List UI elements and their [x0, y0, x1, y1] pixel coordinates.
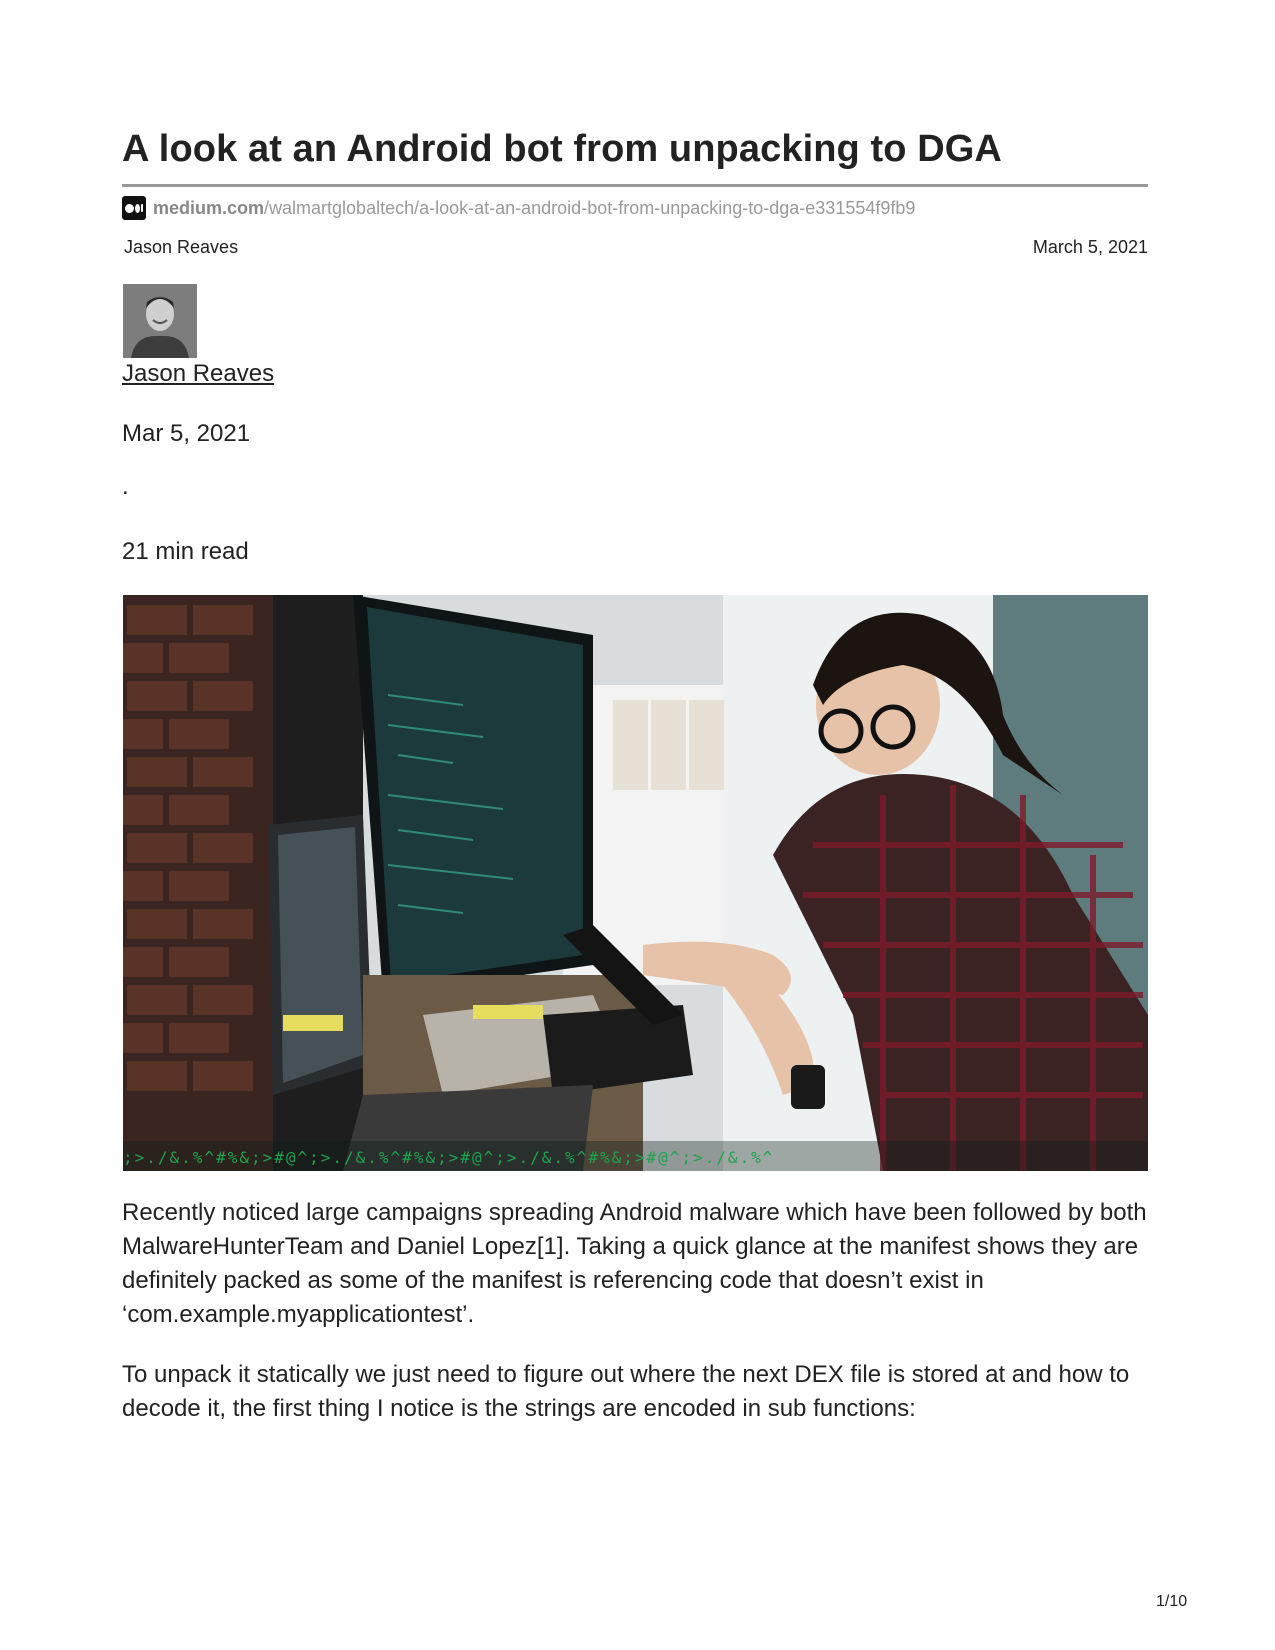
source-domain: medium.com	[153, 197, 265, 218]
medium-logo-icon	[122, 196, 146, 220]
paragraph-1: Recently noticed large campaigns spreading Android malware which have been followed by both MalwareHunterTeam and Daniel Lopez[1]. Taking a quick glance at the manifest shows they are definitely packed as some of the manifest is referencing code that doesn’t exist in ‘com.example.myapplicationtest’.	[122, 1199, 1147, 1328]
byline-date: March 5, 2021	[1032, 237, 1148, 257]
meta-separator: .	[122, 473, 129, 500]
hero-image	[123, 595, 1148, 1171]
read-time: 21 min read	[122, 538, 249, 565]
page-number: 1/10	[1156, 1593, 1188, 1610]
paragraph-2: To unpack it statically we just need to figure out where the next DEX file is stored at and how to decode it, the first thing I notice is the strings are encoded in sub functions:	[122, 1361, 1130, 1422]
hero-code-strip: ;>./&.%^#%&;>#@^;>./&.%^#%&;>#@^;>./&.%^#%&;>#@^;>./&.%^	[123, 1148, 775, 1167]
title-divider	[122, 184, 1148, 187]
byline-author: Jason Reaves	[124, 237, 239, 257]
author-avatar[interactable]	[123, 284, 197, 358]
article-title: A look at an Android bot from unpacking to DGA	[122, 128, 1002, 170]
source-url[interactable]	[122, 196, 915, 220]
author-link[interactable]: Jason Reaves	[122, 360, 275, 387]
source-path: /walmartglobaltech/a-look-at-an-android-bot-from-unpacking-to-dga-e331554f9fb9	[264, 197, 916, 218]
post-date: Mar 5, 2021	[122, 420, 251, 447]
